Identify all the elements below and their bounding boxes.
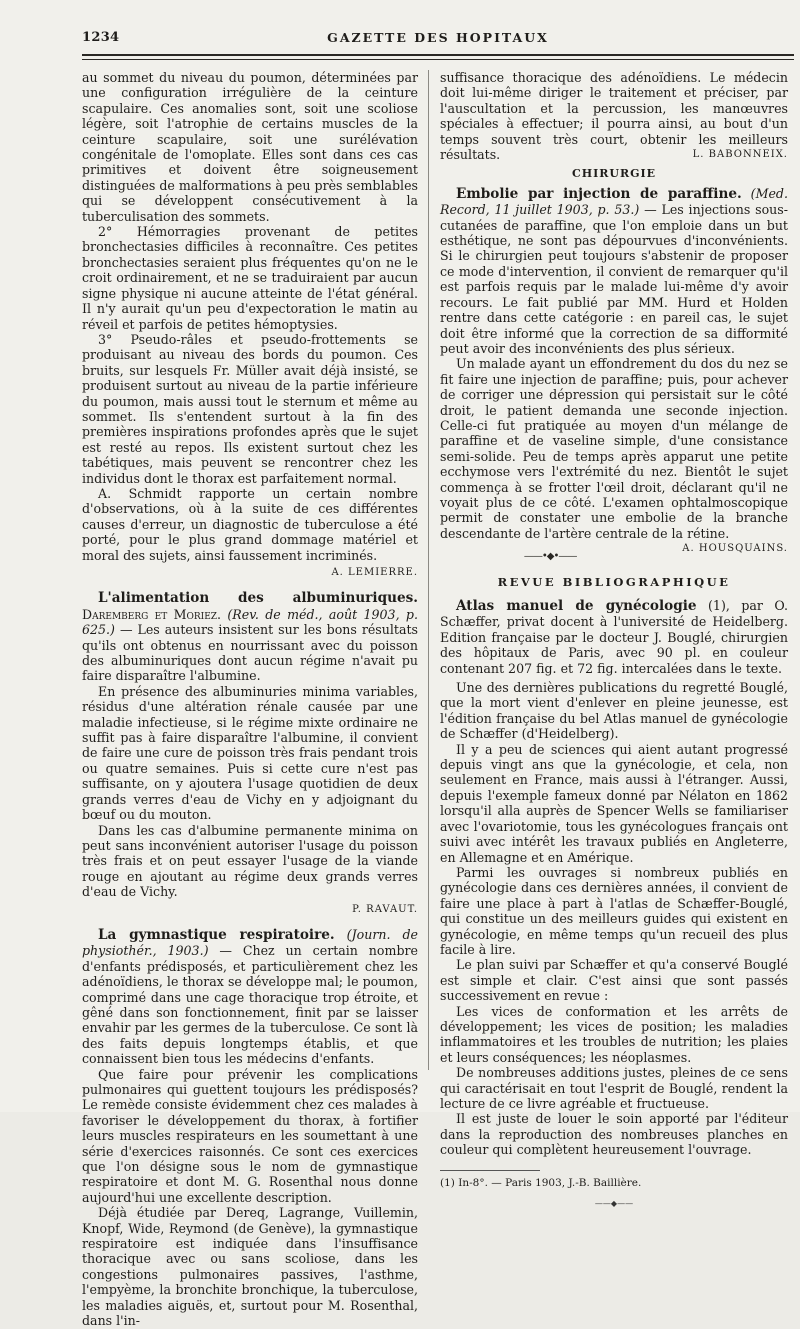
paragraph: Le plan suivi par Schæffer et qu'a conservé Bouglé est simple et clair. C'est ainsi que sont passés successivement en revue :: [440, 957, 788, 1004]
paragraph: A. Schmidt rapporte un certain nombre d'observations, où à la suite de ces différentes causes d'erreur, un diagnostic de tuberculose a été porté, pour le plus grand dommage matériel et moral des sujets, ainsi faussement incriminés.: [82, 485, 418, 563]
article-source: (Journ. de physiothér., 1903.): [82, 926, 418, 959]
paragraph: [440, 70, 788, 162]
paragraph: [440, 356, 788, 555]
page-header: [82, 30, 794, 52]
book-details: , par O. Schæffer, privat docent à l'université de Heidelberg. Edition française par le docteur J. Bouglé, chirurgien des hôpitaux de Paris, avec 90 pl. en couleur contenant 207 fig. et 72 fig. intercalées dans le texte.: [440, 598, 788, 676]
paragraph: Déjà étudiée par Dereq, Lagrange, Vuillemin, Knopf, Wide, Reymond (de Genève), la gymnastique respiratoire est indiquée dans l'insuffisance thoracique avec ou sans scoliose, dans les congestions pulmonaires passives, l'asthme, l'empyème, la bronchite bronchique, la tuberculose, les maladies aiguës, et, surtout pour M. Rosenthal, dans l'in-: [82, 1205, 418, 1329]
header-rule-thin: [82, 59, 794, 60]
footnote-marker: (1): [708, 598, 726, 613]
article-alimentation: [82, 590, 418, 683]
paragraph: au sommet du niveau du poumon, déterminées par une configuration irrégulière de la ceinture scapulaire. Ces anomalies sont, soit une scoliose légère, soit l'atrophie de certains muscles de la ceinture scapulaire, soit une surélévation congénitale de l'omoplate. Elles sont dans ces cas primitives et doivent être soigneusement distinguées de malformations à peu près semblables qui se développent consécutivement à la tuberculisation des sommets.: [82, 70, 418, 224]
article-title: La gymnastique respiratoire.: [98, 926, 335, 943]
paragraph: 2° Hémorragies provenant de petites bronchectasies difficiles à reconnaître. Ces petites bronchectasies seraient plus fréquentes qu'on ne le croit ordinairement, et ne se traduiraient par aucun signe physique ni aucune atteinte de l'état général. Il n'y aurait qu'un peu d'expectoration le matin au réveil et parfois de petites hémoptysies.: [82, 224, 418, 332]
article-source: (Med. Record, 11 juillet 1903, p. 53.): [440, 185, 788, 218]
footnote-rule: [440, 1170, 540, 1171]
article-title: L'alimentation des albuminuriques.: [98, 590, 418, 607]
article-text: — Les auteurs insistent sur les bons résultats qu'ils ont obtenus en nourrissant avec du poisson des albuminuriques dont aucun régime n'avait pu faire disparaître l'albumine.: [82, 622, 418, 684]
author-signature: A. HOUSQUAINS.: [682, 543, 788, 555]
end-ornament: ——◆——: [594, 1198, 634, 1208]
article-text: suffisance thoracique des adénoïdiens. Le médecin doit lui-même diriger le traitement et préciser, par l'auscultation et la percussion, les manœuvres spéciales à effectuer; il pourra ainsi, au bout d'un temps souvent très court, obtenir les meilleurs résultats.: [440, 70, 788, 163]
left-column: [82, 70, 418, 1329]
header-rule: [82, 54, 794, 56]
article-text: Un malade ayant un effondrement du dos du nez se fit faire une injection de paraffine; puis, pour achever de corriger une dépression qui persistait sur le côté droit, le patient demanda une seconde injection. Celle-ci fut pratiquée au moyen d'un mélange de paraffine et de vaseline simple, d'une consistance semi-solide. Peu de temps après apparut une petite ecchymose vers l'extrémité du nez. Bientôt le sujet commença à se frotter l'œil droit, déclarant qu'il ne voyait plus de ce côté. L'examen ophtalmoscopique permit de constater une embolie de la branche descendante de l'artère centrale de la rétine.: [440, 356, 788, 541]
author-signature: P. RAVAUT.: [352, 903, 418, 915]
right-column: [440, 70, 788, 1211]
paragraph: 3° Pseudo-râles et pseudo-frottements se produisant au niveau des bords du poumon. Ces bruits, sur lesquels Fr. Müller avait déjà insisté, se produisent surtout au niveau de la partie inférieure du poumon, mais aussi tout le sternum et même au sommet. Ils s'entendent surtout à la fin des premières inspirations profondes après que le sujet est resté au repos. Ils existent surtout chez les tabétiques, mais peuvent se rencontrer chez les individus dont le thorax est parfaitement normal.: [82, 331, 418, 486]
author-signature: A. LEMIERRE.: [331, 567, 418, 578]
column-divider: [428, 70, 429, 1070]
article-title: Embolie par injection de paraffine.: [456, 185, 742, 202]
book-entry: [440, 598, 788, 676]
journal-title: GAZETTE DES HOPITAUX: [327, 30, 549, 45]
paragraph: Il y a peu de sciences qui aient autant progressé depuis vingt ans que la gynécologie, et cela, non seulement en France, mais aussi à l'étranger. Aussi, depuis l'exemple fameux donné par Nélaton en 1862 lorsqu'il alla auprès de Spencer Wells se familiariser avec l'ovariotomie, tous les gynécologues français ont suivi avec intérêt les travaux publiés en Angleterre, en Allemagne et en Amérique.: [440, 741, 788, 865]
paragraph: Que faire pour prévenir les complications pulmonaires qui guettent toujours les prédisposés? Le remède consiste évidemment chez ces malades à favoriser le développement du thorax, à fortifier leurs muscles respirateurs en les soumettant à une série d'exercices raisonnés. Ce sont ces exercices que l'on désigne sous le nom de gymnastique respiratoire et dont M. G. Rosenthal nous donne aujourd'hui une excellente description.: [82, 1066, 418, 1205]
separator-ornament: ——•◆•——: [523, 551, 577, 563]
article-source: (Rev. de méd., août 1903, p. 625.): [82, 606, 418, 638]
article-text: — Chez un certain nombre d'enfants prédisposés, et particulièrement chez les adénoïdiens, le thorax se développe mal; le poumon, comprimé dans une cage thoracique trop étroite, et gêné dans son fonctionnement, finit par se laisser envahir par les germes de la tuberculose. Ce sont là des faits depuis longtemps établis, et que connaissent bien tous les médecins d'enfants.: [82, 943, 418, 1067]
paragraph: Il est juste de louer le soin apporté par l'éditeur dans la reproduction des nombreuses planches en couleur qui complètent heureusement l'ouvrage.: [440, 1111, 788, 1158]
paragraph: Dans les cas d'albumine permanente minima on peut sans inconvénient autoriser l'usage du poisson très frais et on peut essayer l'usage de la viande rouge en ajoutant au régime deux grands verres d'eau de Vichy.: [82, 822, 418, 900]
paragraph: Les vices de conformation et les arrêts de développement; les vices de position; les maladies inflammatoires et les troubles de nutrition; les plaies et leurs conséquences; les néoplasmes.: [440, 1003, 788, 1065]
article-authors: Daremberg et Moriez.: [82, 606, 222, 622]
paragraph: En présence des albuminuries minima variables, résidus d'une altération rénale causée par une maladie infectieuse, si le régime mixte ordinaire ne suffit pas à faire disparaître l'albumine, il convient de faire une cure de poisson très frais pendant trois ou quatre semaines. Puis si cette cure n'est pas suffisante, on y ajoutera l'usage quotidien de deux grands verres d'eau de Vichy en y adjoignant du bœuf ou du mouton.: [82, 683, 418, 823]
page-number: 1234: [82, 30, 120, 45]
book-title: Atlas manuel de gynécologie: [456, 598, 697, 614]
footnote: (1) In-8°. — Paris 1903, J.-B. Baillière.: [440, 1176, 642, 1189]
author-signature: L. BABONNEIX.: [692, 149, 788, 161]
review-heading: REVUE BIBLIOGRAPHIQUE: [497, 574, 731, 589]
section-heading: CHIRURGIE: [571, 167, 657, 181]
paragraph: Une des dernières publications du regretté Bouglé, que la mort vient d'enlever en pleine jeunesse, est l'édition française du bel Atlas manuel de gynécologie de Schæffer (d'Heidelberg).: [440, 680, 788, 742]
paragraph: De nombreuses additions justes, pleines de ce sens qui caractérisait en tout l'esprit de Bouglé, rendent la lecture de ce livre agréable et fructueuse.: [440, 1065, 788, 1111]
paragraph: Parmi les ouvrages si nombreux publiés en gynécologie dans ces dernières années, il convient de faire une place à part à l'atlas de Schæffer-Bouglé, qui constitue un des meilleurs guides qui existent en gynécologie, en même temps qu'un recueil des plus facile à lire.: [440, 864, 788, 957]
article-text: — Les injections sous-cutanées de paraffine, que l'on emploie dans un but esthétique, ne sont pas dépourvues d'inconvénients. Si le chirurgien peut toujours s'abstenir de proposer ce mode d'intervention, il convient de remarquer qu'il est parfois requis par le malade lui-même d'y avoir recours. Le fait publié par MM. Hurd et Holden rentre dans cette catégorie : en pareil cas, le sujet doit être informé que la correction de sa difformité peut avoir des inconvénients des plus sérieux.: [440, 202, 788, 356]
article-embolie: [440, 186, 788, 356]
article-gymnastique: [82, 927, 418, 1067]
